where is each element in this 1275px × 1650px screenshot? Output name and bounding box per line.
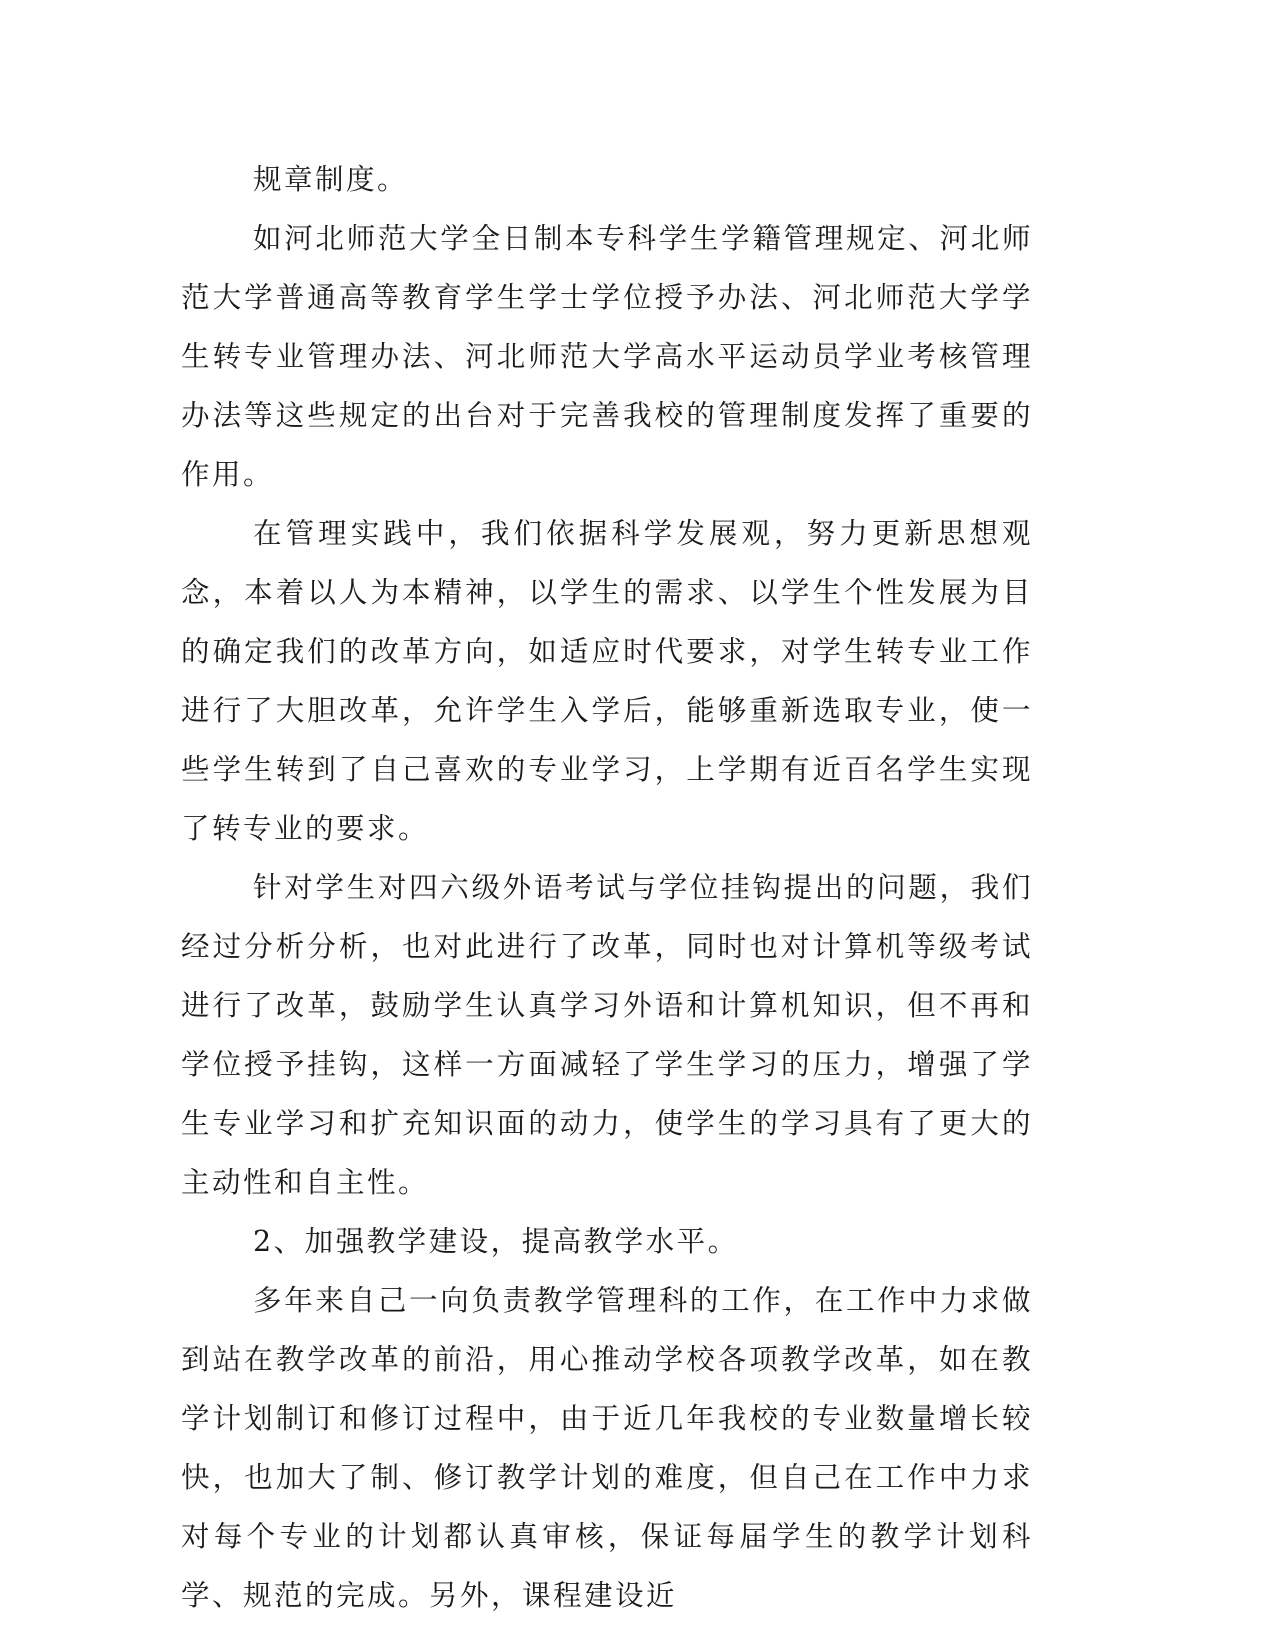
document-body <box>181 150 1033 1625</box>
paragraph-regulations-list: 如河北师范大学全日制本专科学生学籍管理规定、河北师范大学普通高等教育学生学士学位授予办法、河北师范大学学生转专业管理办法、河北师范大学高水平运动员学业考核管理办法等这些规定的出台对于完善我校的管理制度发挥了重要的作用。 <box>181 222 1033 491</box>
paragraph-regulations-end: 规章制度。 <box>253 163 409 196</box>
section-heading-teaching-construction: 2、加强教学建设，提高教学水平。 <box>253 1225 739 1258</box>
paragraph-exam-reform: 针对学生对四六级外语考试与学位挂钩提出的问题，我们经过分析分析，也对此进行了改革，同时也对计算机等级考试进行了改革，鼓励学生认真学习外语和计算机知识，但不再和学位授予挂钩，这样一方面减轻了学生学习的压力，增强了学生专业学习和扩充知识面的动力，使学生的学习具有了更大的主动性和自主性。 <box>181 871 1033 1199</box>
paragraph-management-practice: 在管理实践中，我们依据科学发展观，努力更新思想观念，本着以人为本精神，以学生的需求、以学生个性发展为目的确定我们的改革方向，如适应时代要求，对学生转专业工作进行了大胆改革，允许学生入学后，能够重新选取专业，使一些学生转到了自己喜欢的专业学习，上学期有近百名学生实现了转专业的要求。 <box>181 517 1033 845</box>
paragraph-teaching-management: 多年来自己一向负责教学管理科的工作，在工作中力求做到站在教学改革的前沿，用心推动学校各项教学改革，如在教学计划制订和修订过程中，由于近几年我校的专业数量增长较快，也加大了制、修订教学计划的难度，但自己在工作中力求对每个专业的计划都认真审核，保证每届学生的教学计划科学、规范的完成。另外，课程建设近 <box>181 1284 1033 1612</box>
